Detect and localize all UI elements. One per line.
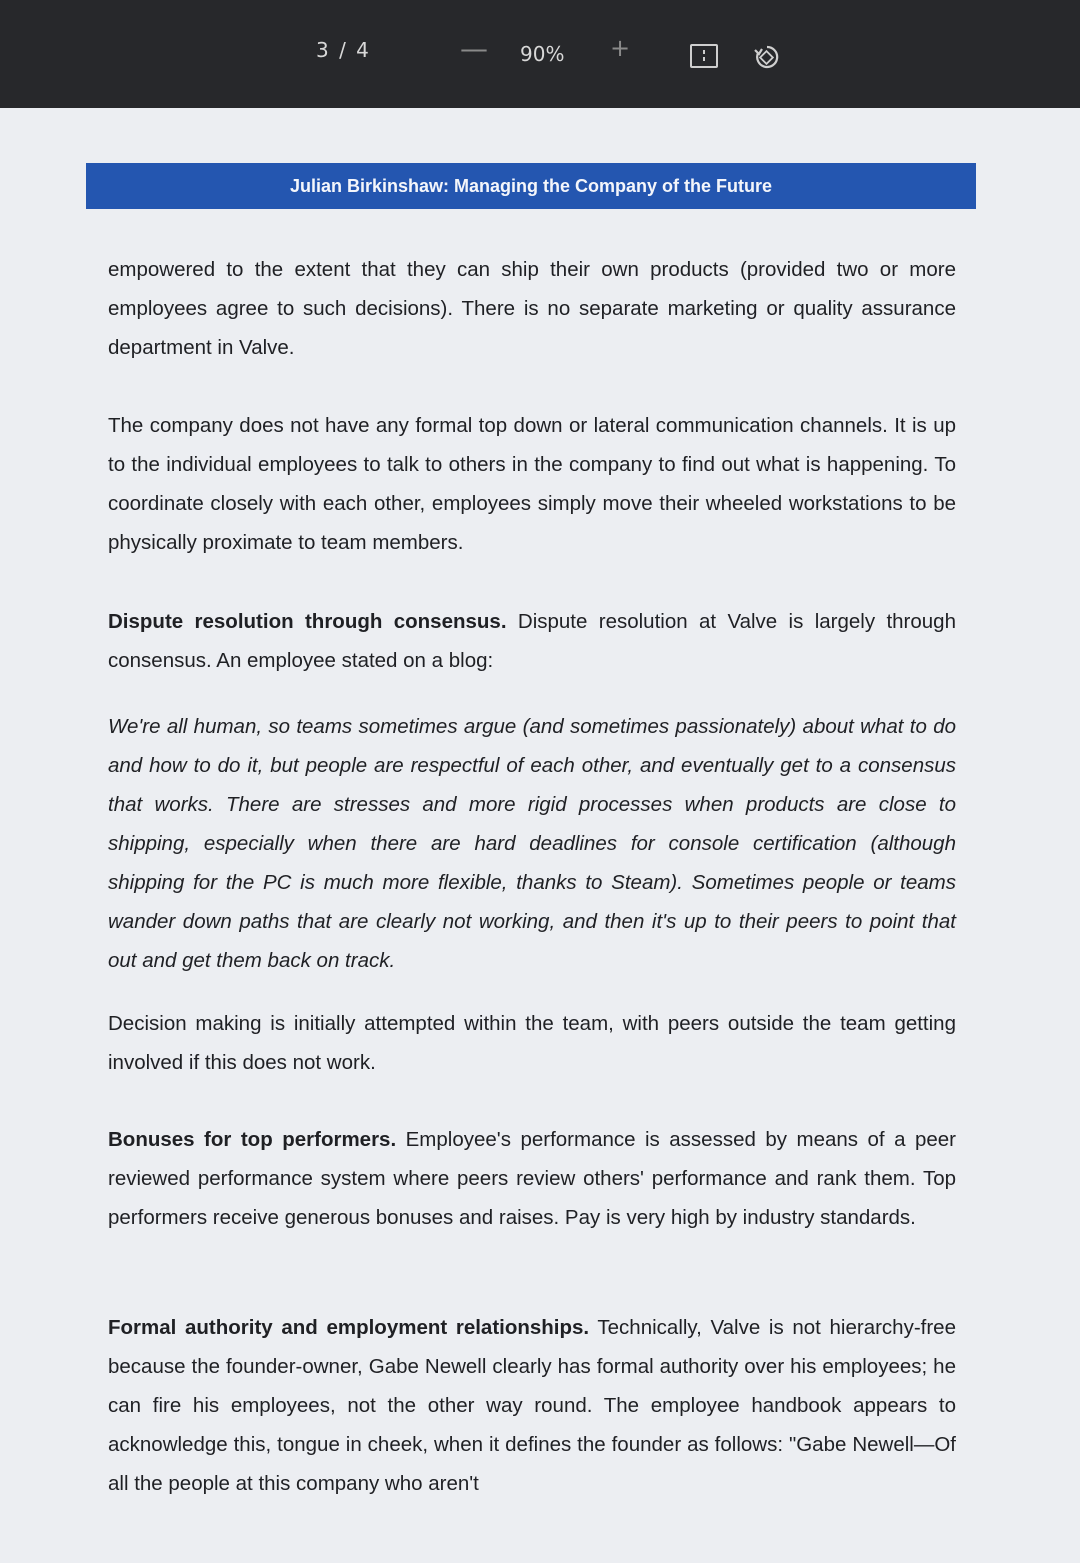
heading-bonuses: Bonuses for top performers.	[108, 1128, 397, 1151]
dispute-resolution-text: Dispute resolution at Valve is largely through consensus. An employee stated on a blog:	[108, 610, 956, 672]
paragraph-empowered: empowered to the extent that they can ship their own products (provided two or more employees agree to such decisions). There is no separate marketing or quality assurance department in Valve.	[108, 258, 956, 359]
paragraph-communication: The company does not have any formal top down or lateral communication channels. It is up to the individual employees to talk to others in the company to find out what is happening. To coordinate closely with each other, employees simply move their wheeled workstations to be physically proximate to team members.	[108, 414, 956, 554]
paragraph-dispute-resolution	[108, 602, 956, 680]
heading-formal-authority: Formal authority and employment relationships.	[108, 1316, 590, 1339]
bonuses-text: Employee's performance is assessed by means of a peer reviewed performance system where peers review others' performance and rank them. Top performers receive generous bonuses and raises. Pay is very high by industry standards.	[108, 1128, 956, 1229]
paragraph-decision-making: Decision making is initially attempted within the team, with peers outside the team getting involved if this does not work.	[108, 1012, 956, 1074]
formal-authority-text: Technically, Valve is not hierarchy-free because the founder-owner, Gabe Newell clearly has formal authority over his employees; he can fire his employees, not the other way round. The employee handbook appears to acknowledge this, tongue in cheek, when it defines the founder as follows: "Gabe Newell—Of all the people at this company who aren't	[108, 1316, 956, 1495]
zoom-level[interactable]: 90%	[520, 42, 565, 66]
pdf-toolbar	[0, 0, 1080, 108]
document-page	[0, 108, 1080, 1563]
blog-quote: We're all human, so teams sometimes argue (and sometimes passionately) about what to do and how to do it, but people are respectful of each other, and eventually get to a consensus that works. There are stresses and more rigid processes when products are close to shipping, especially when there are hard deadlines for console certification (although shipping for the PC is much more flexible, thanks to Steam). Sometimes people or teams wander down paths that are clearly not working, and then it's up to their peers to point that out and get them back on track.	[108, 715, 956, 972]
running-header: Julian Birkinshaw: Managing the Company of the Future	[86, 163, 976, 209]
zoom-out-button[interactable]: —	[460, 32, 488, 65]
rotate-icon[interactable]	[752, 42, 782, 72]
page-indicator[interactable]: 3 / 4	[316, 38, 371, 62]
zoom-in-button[interactable]: +	[610, 34, 631, 62]
paragraph-formal-authority	[108, 1308, 956, 1503]
fit-page-icon[interactable]	[690, 44, 718, 68]
heading-dispute-resolution: Dispute resolution through consensus.	[108, 610, 507, 633]
paragraph-bonuses	[108, 1120, 956, 1237]
